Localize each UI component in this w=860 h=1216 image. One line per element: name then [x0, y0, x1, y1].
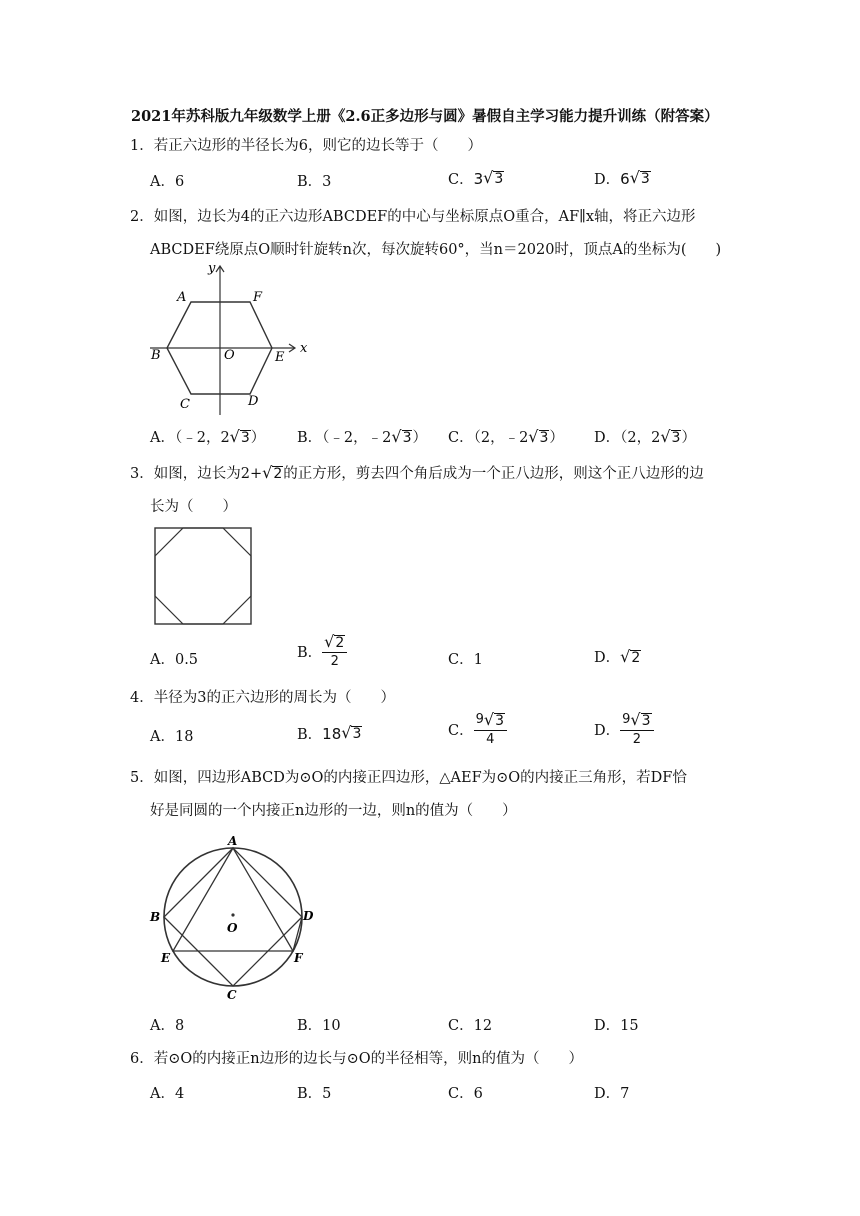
label-d: D	[248, 394, 259, 409]
q2-c-radicand: 3	[539, 430, 549, 446]
label-b: B	[150, 910, 161, 924]
q2-a-text: A．（﹣2，2	[150, 430, 230, 446]
circle-o	[164, 848, 302, 986]
label-x: x	[300, 341, 308, 356]
q2-option-c: C．（2，﹣2 √ 3 ）	[448, 427, 564, 446]
q2-b-text: B．（﹣2，﹣2	[297, 430, 392, 446]
q4-option-d-label: D．	[594, 723, 621, 739]
q3-b-radicand: 2	[335, 635, 345, 651]
question-6-text: 6．若⊙O的内接正n边形的边长与⊙O的半径相等，则n的值为（ ）	[130, 1051, 583, 1067]
q4-option-c-label: C．	[448, 723, 474, 739]
q2-a-close: ）	[250, 430, 266, 446]
q3-option-b-label: B．	[297, 645, 323, 661]
q2-option-a: A．（﹣2，2 √ 3 ）	[150, 427, 266, 446]
question-5-line-2: 好是同圆的一个内接正n边形的一边，则n的值为（ ）	[150, 803, 517, 819]
hexagon-coordinate-figure	[145, 258, 320, 418]
q2-b-radicand: 3	[402, 430, 412, 446]
q3-option-a: A．0.5	[150, 652, 199, 668]
label-c: C	[227, 988, 237, 1002]
q6-option-d: D．7	[594, 1086, 630, 1102]
q2-d-close: ）	[681, 430, 696, 446]
label-e: E	[275, 350, 285, 365]
q4-d-radicand: 3	[641, 713, 651, 729]
question-5-line-1: 5．如图，四边形ABCD为⊙O的内接正四边形，△AEF为⊙O的内接正三角形，若DF恰	[130, 770, 687, 786]
q1-c-radicand: 3	[494, 171, 504, 187]
question-2-line-1: 2．如图，边长为4的正六边形ABCDEF的中心与坐标原点O重合，AF∥x轴，将正六边形	[130, 209, 696, 225]
q6-option-c: C．6	[448, 1086, 483, 1102]
q3-line1-b: 的正方形，剪去四个角后成为一个正八边形，则这个正八边形的边	[283, 466, 704, 482]
q1-option-a: A．6	[150, 174, 185, 190]
label-f: F	[253, 290, 263, 305]
q6-option-b: B．5	[297, 1086, 332, 1102]
q2-c-close: ）	[549, 430, 564, 446]
q1-d-coef: 6	[620, 170, 630, 188]
center-dot	[231, 913, 234, 916]
q1-option-b: B．3	[297, 174, 332, 190]
label-o: O	[224, 348, 235, 363]
q5-option-c: C．12	[448, 1018, 493, 1034]
q3-d-radicand: 2	[631, 650, 641, 666]
label-d: D	[303, 909, 314, 923]
document-title: 2021年苏科版九年级数学上册《2.6正多边形与圆》暑假自主学习能力提升训练（附答案）	[131, 108, 719, 125]
octagon-square-figure	[152, 525, 255, 628]
q4-b-radicand: 3	[352, 726, 362, 742]
q4-d-coef: 9	[622, 712, 631, 727]
q1-option-c-label: C．	[448, 172, 474, 188]
q3-line1-radicand: 2	[273, 466, 283, 482]
q2-c-text: C．（2，﹣2	[448, 430, 529, 446]
q6-option-a: A．4	[150, 1086, 185, 1102]
q2-d-text: D．（2，2	[594, 430, 661, 446]
q2-a-radicand: 3	[240, 430, 250, 446]
q5-option-d: D．15	[594, 1018, 639, 1034]
q4-d-denominator: 2	[632, 732, 641, 747]
label-e: E	[161, 951, 171, 965]
question-4-text: 4．半径为3的正六边形的周长为（ ）	[130, 690, 395, 706]
octagon-outline	[155, 528, 251, 624]
q4-c-denominator: 4	[486, 732, 495, 747]
q1-option-d-label: D．	[594, 172, 621, 188]
label-o: O	[227, 921, 238, 935]
label-a: A	[177, 290, 187, 305]
q4-option-d: D． 9 √ 3 2	[594, 712, 654, 747]
q3-line1-a: 3．如图，边长为2+	[130, 466, 263, 482]
q4-option-b: B． 18 √ 3	[297, 723, 362, 743]
q3-option-d-label: D．	[594, 650, 621, 666]
q1-option-c: C． 3 √ 3	[448, 168, 504, 188]
label-y: y	[208, 261, 216, 276]
question-2-line-2: ABCDEF绕原点O顺时针旋转n次，每次旋转60°，当n＝2020时，顶点A的坐标为( )	[150, 242, 722, 258]
q2-b-close: ）	[412, 430, 427, 446]
q4-b-coef: 18	[322, 725, 342, 743]
q2-d-radicand: 3	[671, 430, 681, 446]
q4-c-radicand: 3	[495, 713, 505, 729]
q2-option-b: B．（﹣2，﹣2 √ 3 ）	[297, 427, 427, 446]
q3-b-denominator: 2	[330, 654, 339, 669]
q3-option-b: B． √ 2 2	[297, 634, 347, 669]
q5-option-a: A．8	[150, 1018, 185, 1034]
q1-c-coef: 3	[473, 170, 484, 188]
question-3-line-1: 3．如图，边长为2+ √ 2 的正方形，剪去四个角后成为一个正八边形，则这个正八边形的边	[130, 463, 704, 482]
q4-option-b-label: B．	[297, 727, 323, 743]
inscribed-polygons-figure	[145, 828, 325, 1003]
label-f: F	[294, 951, 303, 965]
q1-option-d: D． 6 √ 3	[594, 168, 650, 188]
label-b: B	[151, 348, 161, 363]
q2-option-d: D．（2，2 √ 3 ）	[594, 427, 696, 446]
q3-option-d: D． √ 2	[594, 647, 641, 666]
q3-option-c: C．1	[448, 652, 483, 668]
inscribed-triangle-aef	[173, 848, 293, 951]
question-1-text: 1．若正六边形的半径长为6，则它的边长等于（ ）	[130, 138, 482, 154]
q4-c-coef: 9	[475, 712, 484, 727]
question-3-line-2: 长为（ ）	[150, 499, 237, 515]
label-c: C	[180, 397, 190, 412]
q1-d-radicand: 3	[640, 171, 650, 187]
q4-option-c: C． 9 √ 3 4	[448, 712, 507, 747]
q4-option-a: A．18	[150, 729, 194, 745]
q5-option-b: B．10	[297, 1018, 341, 1034]
label-a: A	[228, 834, 238, 848]
